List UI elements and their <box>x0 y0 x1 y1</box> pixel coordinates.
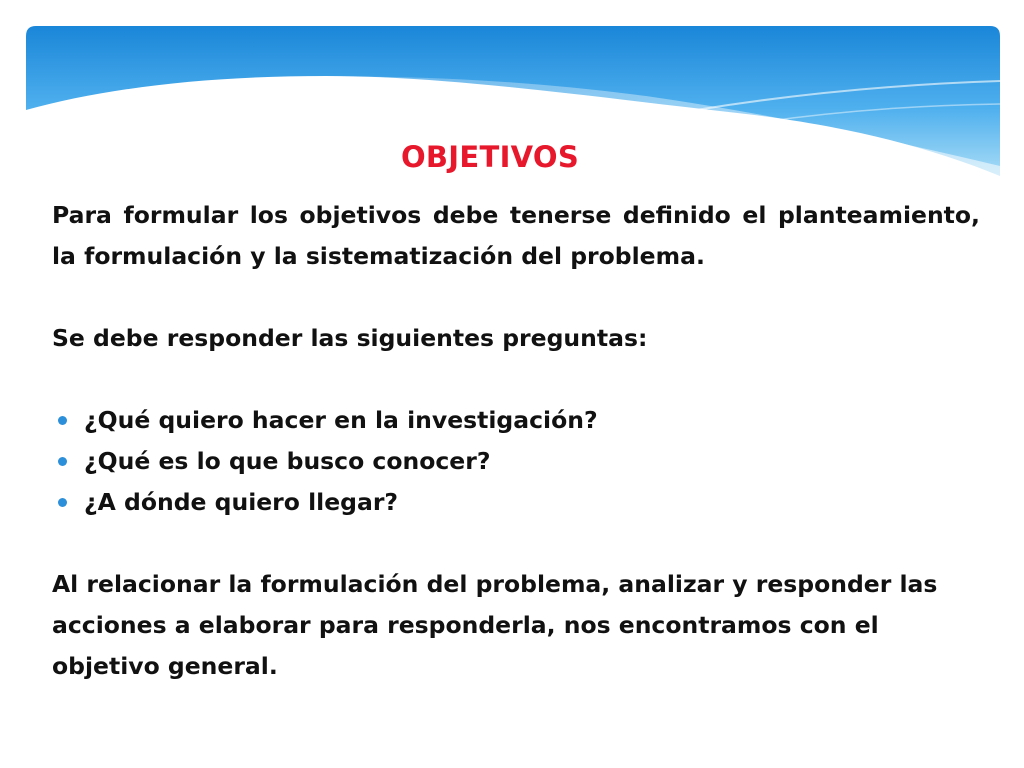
closing-paragraph: Al relacionar la formulación del problema, analizar y responder las acciones a elaborar para responderla, nos encontramos con el objetivo general. <box>52 570 938 680</box>
list-item <box>52 400 980 441</box>
slide-body <box>52 195 980 687</box>
question-text: ¿A dónde quiero llegar? <box>84 488 399 516</box>
bullet-dot-icon <box>58 457 67 466</box>
questions-lead-paragraph: Se debe responder las siguientes preguntas: <box>52 324 648 352</box>
intro-paragraph: Para formular los objetivos debe tenerse definido el planteamiento, la formulación y la sistematización del problema. <box>52 201 980 270</box>
question-text: ¿Qué quiero hacer en la investigación? <box>84 406 598 434</box>
question-text: ¿Qué es lo que busco conocer? <box>84 447 491 475</box>
questions-list <box>52 400 980 523</box>
list-item <box>52 441 980 482</box>
list-item <box>52 482 980 523</box>
bullet-dot-icon <box>58 416 67 425</box>
slide-title: OBJETIVOS <box>400 140 580 174</box>
bullet-dot-icon <box>58 498 67 507</box>
